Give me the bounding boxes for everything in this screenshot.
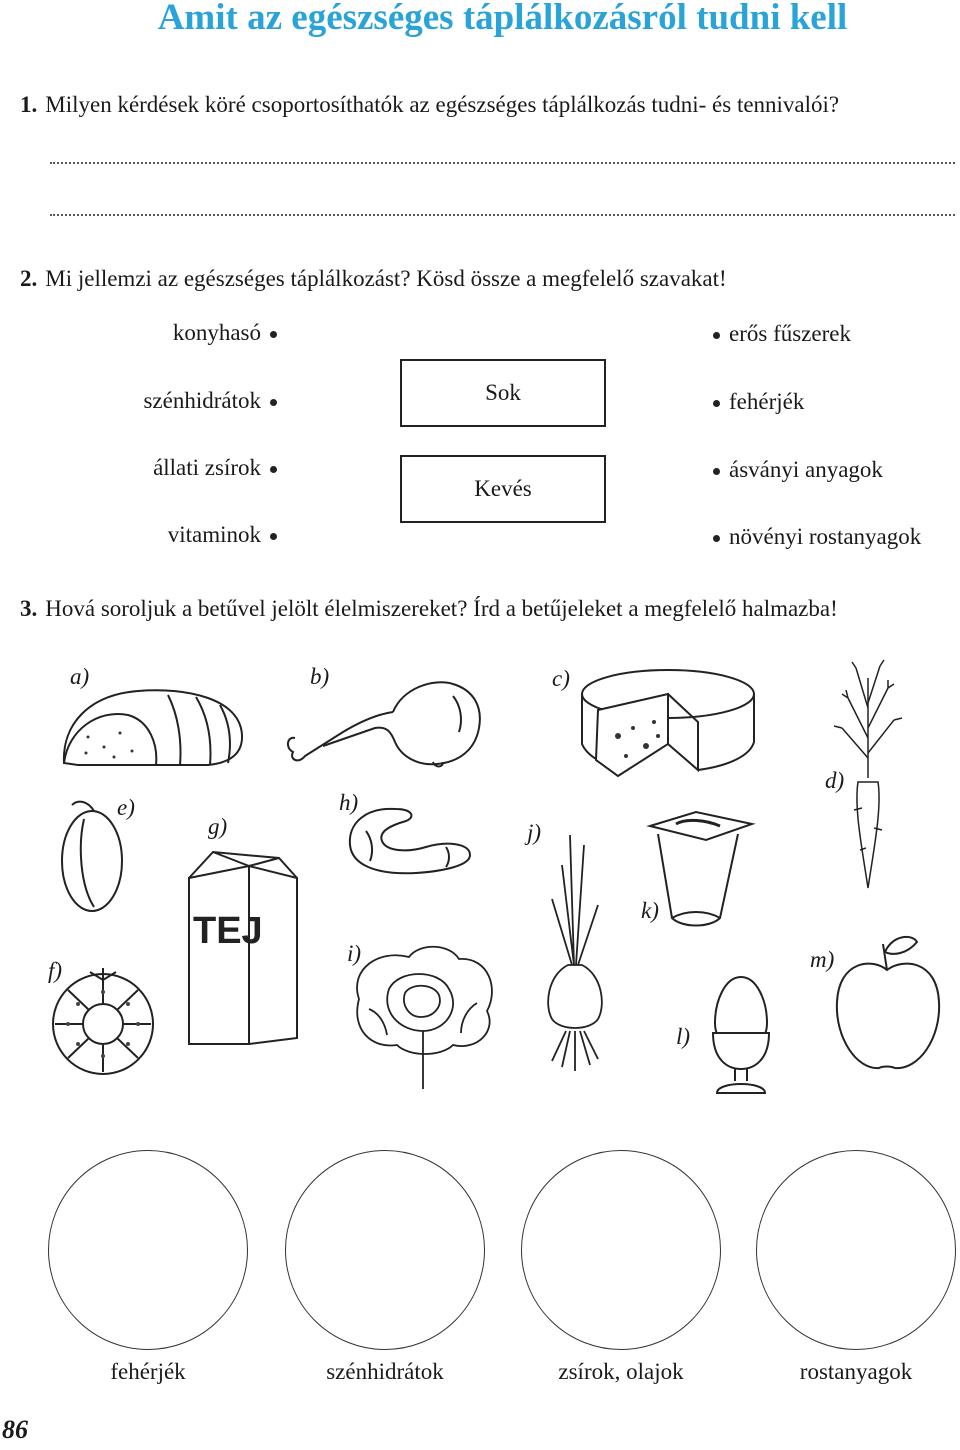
right-word-item[interactable] [713,321,851,347]
box-many-label: Sok [485,380,521,405]
plum-icon [54,795,129,915]
set-circle-proteins[interactable] [48,1150,248,1350]
food-label-e: e) [117,795,135,820]
answer-line-1[interactable] [50,162,955,164]
answer-line-2[interactable] [50,214,955,216]
onion-icon [538,835,613,1073]
question-3 [20,596,838,622]
bread-icon [58,685,246,770]
food-label-k: k) [641,898,659,923]
bullet-dot [270,466,277,473]
question-2-number: 2. [20,266,38,291]
left-word-label: szénhidrátok [143,388,261,413]
question-2 [20,266,727,292]
box-many[interactable] [400,359,606,427]
food-label-j: j) [527,820,542,845]
egg-icon [707,973,775,1098]
right-word-item[interactable] [713,524,921,550]
page-number: 86 [2,1415,28,1444]
question-3-text: Hová soroljuk a betűvel jelölt élelmiszereket? Írd a betűjeleket a megfelelő halmazba! [45,596,838,621]
set-circle-carbohydrates[interactable] [285,1150,485,1350]
left-word-label: vitaminok [167,522,261,547]
left-word-item[interactable] [153,455,277,481]
left-word-item[interactable] [173,320,277,346]
question-1-text: Milyen kérdések köré csoportosíthatók az egészséges táplálkozás tudni- és tennivalói? [45,92,840,117]
food-label-m: m) [810,947,835,972]
yogurt-icon [646,808,756,930]
left-word-label: állati zsírok [153,455,261,480]
question-1-number: 1. [20,92,38,117]
bullet-dot [270,533,277,540]
croissant-icon [346,803,476,878]
bullet-dot [270,331,277,338]
milk-carton-text: TEJ [193,910,263,952]
question-1 [20,92,839,118]
box-few[interactable] [400,455,606,523]
food-label-l: l) [676,1024,691,1049]
bullet-dot [713,535,720,542]
set-label-fibers: rostanyagok [799,1359,913,1384]
right-word-item[interactable] [713,457,883,483]
bullet-dot [270,399,277,406]
bullet-dot [713,332,720,339]
set-label-fats-oils: zsírok, olajok [558,1359,684,1384]
question-3-number: 3. [20,596,38,621]
food-label-g: g) [208,814,228,839]
bullet-dot [713,400,720,407]
set-circle-fibers[interactable] [756,1150,956,1350]
left-word-item[interactable] [168,522,277,548]
apple-icon [833,930,943,1075]
chicken-leg-icon [283,676,488,771]
set-circle-fats-oils[interactable] [521,1150,721,1350]
tomato-icon [46,964,161,1079]
food-label-a: a) [70,664,90,689]
bullet-dot [713,468,720,475]
food-label-b: b) [310,664,330,689]
food-label-h: h) [339,790,359,815]
left-word-label: konyhasó [172,320,261,345]
page-title: Amit az egészséges táplálkozásról tudni kell [157,0,848,38]
carrot-icon [828,658,908,893]
right-word-label: ásványi anyagok [729,457,883,482]
right-word-label: növényi rostanyagok [729,524,922,549]
right-word-item[interactable] [713,389,804,415]
cheese-icon [578,666,758,781]
right-word-label: fehérjék [729,389,805,414]
question-2-text: Mi jellemzi az egészséges táplálkozást? Kösd össze a megfelelő szavakat! [45,266,727,291]
left-word-item[interactable] [143,388,277,414]
box-few-label: Kevés [474,476,532,501]
cabbage-icon [349,939,499,1094]
food-label-i: i) [347,941,362,966]
food-label-d: d) [825,768,845,793]
milk-carton-icon [183,848,305,1048]
food-label-c: c) [552,666,570,691]
right-word-label: erős fűszerek [729,321,851,346]
set-label-proteins: fehérjék [110,1359,186,1384]
set-label-carbohydrates: szénhidrátok [326,1359,444,1384]
food-label-f: f) [48,958,63,983]
